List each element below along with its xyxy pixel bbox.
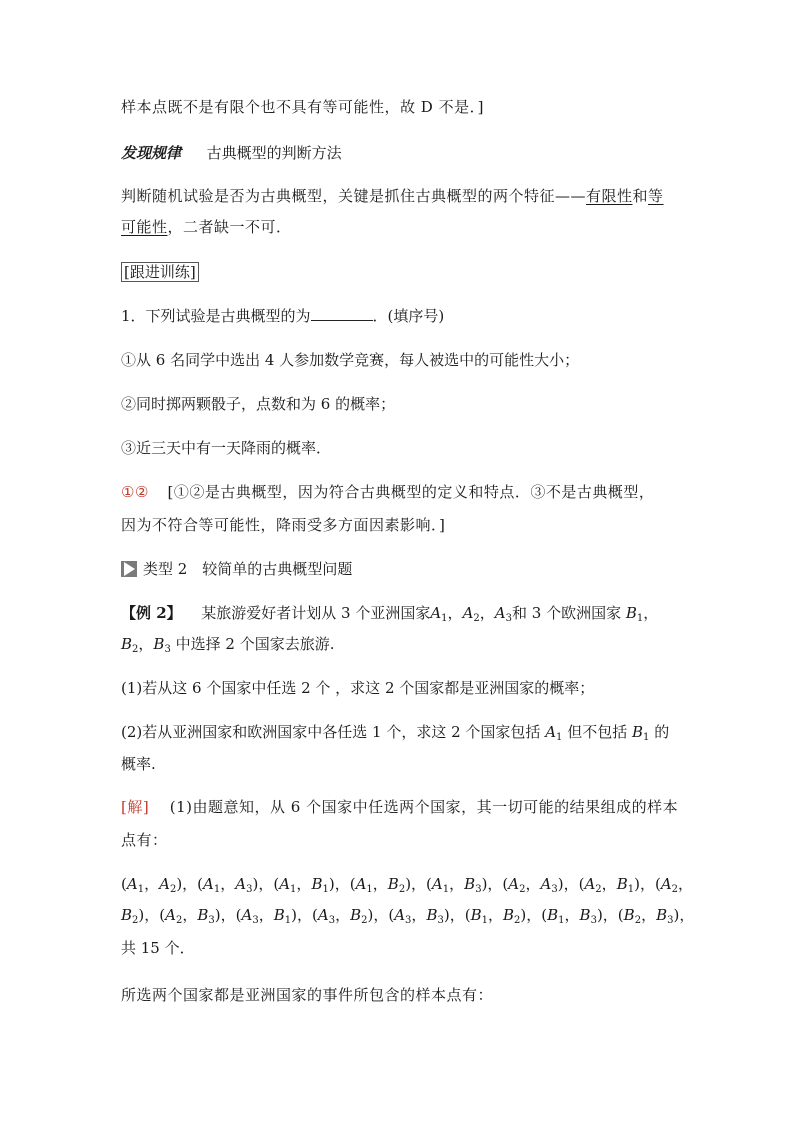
sample-points-line-1: ($A_1$，$A_2$)，($A_1$，$A_3$)，($A_1$，$B_1$)，($A_1$，$B_2$)，($A_1$，$B_3$)，($A_2$，$A_3$)，($A_2$，$B_1$)，($A_2$，: [121, 875, 694, 895]
example-line-2: $B_2$，$B_3$ 中选择 2 个国家去旅游.: [121, 635, 335, 655]
example-text: 某旅游爱好者计划从 3 个亚洲国家: [201, 604, 431, 622]
solution-line-2: 点有：: [121, 831, 168, 849]
type-title: 类型 2 较简单的古典概型问题: [143, 560, 353, 578]
text-line-last: 所选两个国家都是亚洲国家的事件所包含的样本点有：: [121, 986, 494, 1004]
type-heading: [121, 559, 352, 579]
answer-line-2: 因为不符合等可能性，降雨受多方面因素影响．]: [121, 516, 446, 534]
rule-title: 古典概型的判断方法: [206, 144, 342, 162]
sample-points-line-2: $B_2$)，($A_2$，$B_3$)，($A_3$，$B_1$)，($A_3$，$B_2$)，($A_3$，$B_3$)，($B_1$，$B_2$)，($B_1$，$B_3$)，($B_2$，$B_3$)，: [121, 906, 695, 926]
subquestion-2-line-2: 概率.: [121, 755, 156, 773]
example-text: 中选择 2 个国家去旅游.: [175, 635, 335, 653]
subquestion-1: (1)若从这 6 个国家中任选 2 个 ，求这 2 个国家都是亚洲国家的概率；: [121, 679, 595, 697]
subquestion-text: (2)若从亚洲国家和欧洲国家中各任选 1 个，求这 2 个国家包括: [121, 723, 541, 741]
option-2: ②同时掷两颗骰子，点数和为 6 的概率；: [121, 395, 396, 413]
answer-text: [①②是古典概型，因为符合古典概型的定义和特点．③不是古典概型，: [167, 483, 655, 501]
solution-text: (1)由题意知，从 6 个国家中任选两个国家，其一切可能的结果组成的样本: [169, 798, 679, 816]
rule-label: 发现规律: [121, 144, 182, 162]
underlined-term: 有限性: [586, 187, 633, 205]
rule-text: ，二者缺一不可．: [167, 218, 292, 236]
underlined-term: 等: [648, 187, 664, 205]
solution-tag: [解]: [121, 798, 150, 816]
option-1: ①从 6 名同学中选出 4 人参加数学竞赛，每人被选中的可能性大小；: [121, 351, 580, 369]
example-tag: 【例 2】: [121, 604, 182, 622]
example-line-1: 【例 2】 某旅游爱好者计划从 3 个亚洲国家$A_1$，$A_2$，$A_3$和 3 个欧洲国家 $B_1$，: [121, 604, 659, 624]
solution-line-1: [121, 797, 678, 817]
option-3: ③近三天中有一天降雨的概率．: [121, 439, 332, 457]
play-triangle-icon: [121, 561, 137, 577]
subquestion-text: 但不包括: [567, 723, 628, 741]
underlined-term: 可能性: [121, 218, 168, 236]
answer-key: ①②: [121, 483, 149, 501]
rule-text-line-2: [121, 217, 292, 237]
answer-blank: [311, 306, 373, 321]
practice-tag: [跟进训练]: [121, 262, 199, 282]
rule-heading: [121, 143, 342, 163]
rule-text: 判断随机试验是否为古典概型，关键是抓住古典概型的两个特征——: [121, 187, 587, 205]
question-1: [121, 306, 444, 326]
answer-line-1: [121, 482, 654, 502]
subquestion-text: 的: [654, 723, 670, 741]
question-text: ．(填序号): [372, 307, 445, 325]
text-line: 样本点既不是有限个也不具有等可能性，故 D 不是．]: [121, 98, 484, 116]
rule-text: 和: [632, 187, 649, 205]
practice-tag-line: [121, 262, 199, 282]
subquestion-2-line-1: (2)若从亚洲国家和欧洲国家中各任选 1 个，求这 2 个国家包括 $A_1$ 但不包括 $B_1$ 的: [121, 723, 670, 743]
rule-text-line-1: [121, 186, 664, 206]
question-text: 1．下列试验是古典概型的为: [121, 307, 311, 325]
sample-points-total: 共 15 个．: [121, 939, 195, 957]
